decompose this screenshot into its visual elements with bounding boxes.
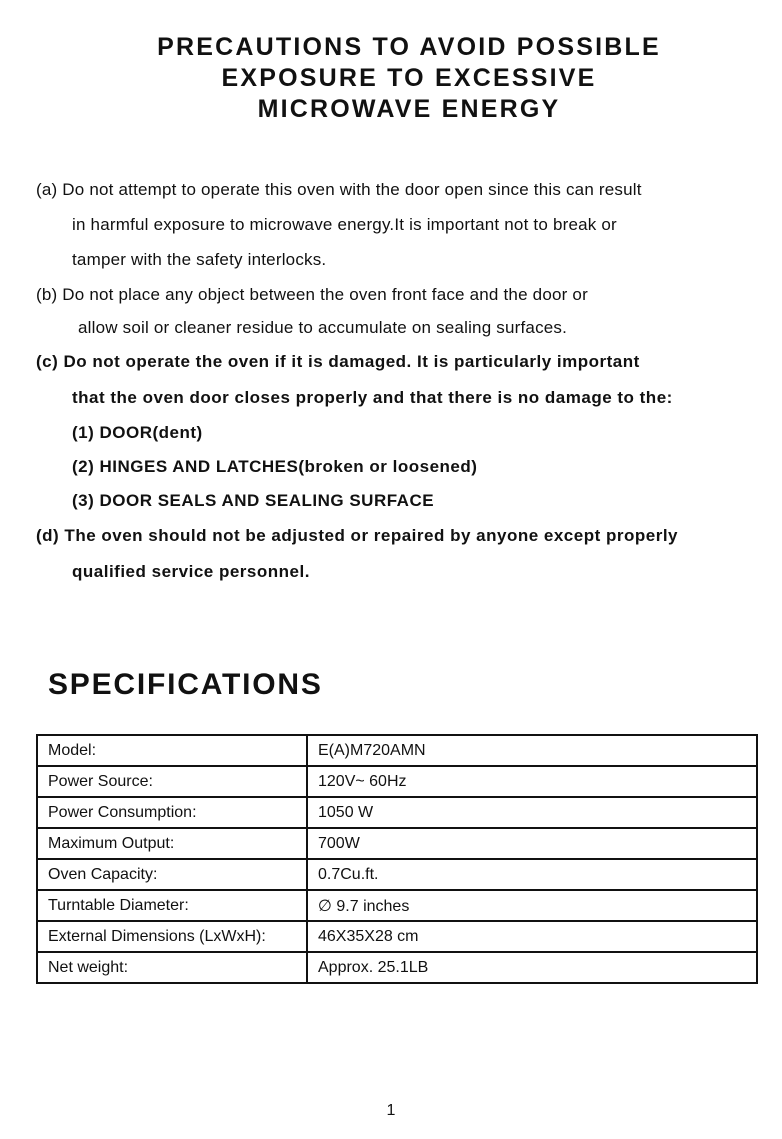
title-line-3: MICROWAVE ENERGY [257, 95, 561, 123]
precaution-c-item-2: (2) HINGES AND LATCHES(broken or loosened) [72, 457, 478, 476]
precaution-d-line-1: (d) The oven should not be adjusted or repaired by anyone except properly [36, 526, 678, 545]
spec-label: Power Source: [37, 766, 307, 797]
precaution-a-line-1: (a) Do not attempt to operate this oven with the door open since this can result [36, 180, 642, 199]
table-row [37, 921, 757, 952]
spec-label: Power Consumption: [37, 797, 307, 828]
precaution-c-item-3: (3) DOOR SEALS AND SEALING SURFACE [72, 491, 435, 510]
precaution-b-line-1: (b) Do not place any object between the oven front face and the door or [36, 285, 588, 304]
precaution-c-line-1: (c) Do not operate the oven if it is damaged. It is particularly important [36, 352, 640, 371]
table-row [37, 952, 757, 983]
precaution-b-line-2: allow soil or cleaner residue to accumulate on sealing surfaces. [78, 318, 568, 337]
spec-value: Approx. 25.1LB [307, 952, 757, 983]
precaution-c-item-1: (1) DOOR(dent) [72, 423, 203, 442]
page-number: 1 [386, 1102, 396, 1119]
specifications-table [36, 734, 758, 984]
spec-label: Turntable Diameter: [37, 890, 307, 921]
spec-value: 46X35X28 cm [307, 921, 757, 952]
spec-label: Maximum Output: [37, 828, 307, 859]
table-row [37, 735, 757, 766]
spec-value: 700W [307, 828, 757, 859]
spec-value: 120V~ 60Hz [307, 766, 757, 797]
precaution-c-line-2: that the oven door closes properly and that there is no damage to the: [72, 388, 673, 407]
spec-value: E(A)M720AMN [307, 735, 757, 766]
precaution-a-line-2: in harmful exposure to microwave energy.It is important not to break or [72, 215, 617, 234]
spec-value: 0.7Cu.ft. [307, 859, 757, 890]
table-row [37, 859, 757, 890]
spec-label: External Dimensions (LxWxH): [37, 921, 307, 952]
title-line-2: EXPOSURE TO EXCESSIVE [221, 64, 597, 92]
page-title [0, 32, 782, 125]
spec-label: Net weight: [37, 952, 307, 983]
precaution-d-line-2: qualified service personnel. [72, 562, 310, 581]
spec-label: Oven Capacity: [37, 859, 307, 890]
title-line-1: PRECAUTIONS TO AVOID POSSIBLE [157, 33, 661, 61]
precaution-a-line-3: tamper with the safety interlocks. [72, 250, 327, 269]
table-row [37, 766, 757, 797]
table-row [37, 890, 757, 921]
specifications-heading: SPECIFICATIONS [48, 668, 323, 701]
spec-value: 1050 W [307, 797, 757, 828]
table-row [37, 797, 757, 828]
spec-label: Model: [37, 735, 307, 766]
spec-value: ∅ 9.7 inches [307, 890, 757, 921]
table-row [37, 828, 757, 859]
